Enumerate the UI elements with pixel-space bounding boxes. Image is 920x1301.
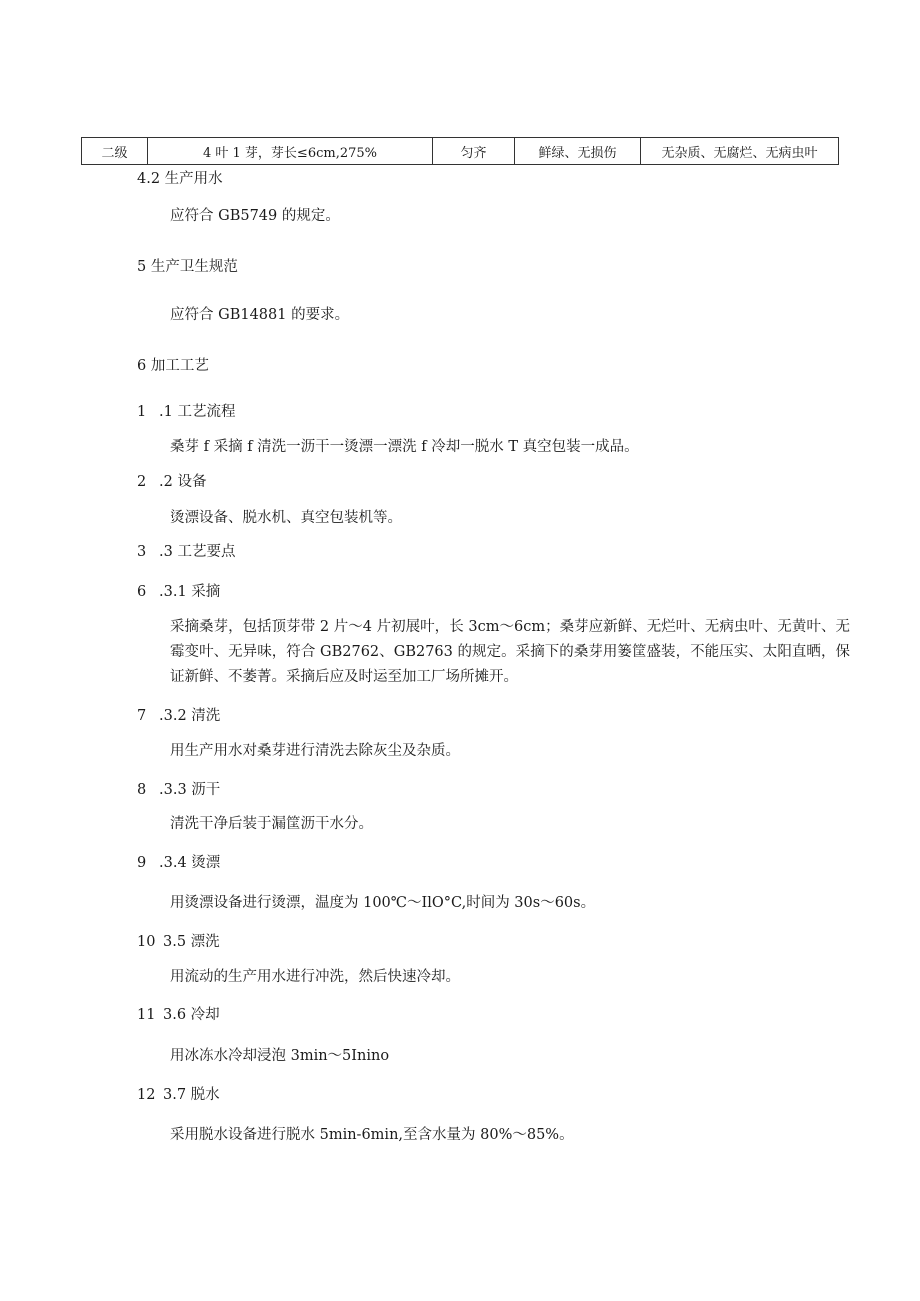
- body-6-3-6: 用冰冻水冷却浸泡 3min～5Inino: [170, 1048, 390, 1064]
- body-6-3-4: 用烫漂设备进行烫漂，温度为 100℃～IlO°C,时间为 30s～60s。: [170, 895, 596, 911]
- body-6-3-5: 用流动的生产用水进行冲洗，然后快速冷却。: [170, 969, 460, 985]
- heading-text: 3.6 冷却: [163, 1007, 220, 1023]
- body-6-3-7: 采用脱水设备进行脱水 5min-6min,至含水量为 80%～85%。: [170, 1127, 574, 1143]
- heading-6-3-2: [137, 706, 220, 726]
- heading-number: 3: [137, 544, 147, 560]
- body-6-3-1: 采摘桑芽，包括顶芽带 2 片～4 片初展叶，长 3cm～6cm；桑芽应新鲜、无烂叶、无病虫叶、无黄叶、无霉变叶、无异味，符合 GB2762、GB2763 的规定。采摘下的桑芽用篓筐盛装，不能压实、太阳直晒，保证新鲜、不萎菁。采摘后应及时运至加工厂场所摊开。: [170, 619, 850, 685]
- heading-text: .3.1 采摘: [159, 584, 221, 600]
- body-6-3-3: 清洗干净后装于漏筐沥干水分。: [170, 816, 373, 832]
- table-cell-grade: 二级: [82, 138, 148, 165]
- heading-text: .1 工艺流程: [159, 404, 236, 420]
- heading-number: 2: [137, 474, 147, 490]
- heading-6-3-5: [137, 932, 220, 952]
- heading-text: .3.3 沥干: [159, 782, 221, 798]
- heading-text: .2 设备: [159, 474, 207, 490]
- heading-4-2: 4.2 生产用水: [137, 171, 223, 187]
- body-4-2: 应符合 GB5749 的规定。: [170, 208, 340, 224]
- body-5: 应符合 GB14881 的要求。: [170, 307, 350, 323]
- body-6-2: 烫漂设备、脱水机、真空包装机等。: [170, 510, 402, 526]
- body-6-1: 桑芽 f 采摘 f 清洗一沥干一烫漂一漂洗 f 冷却一脱水 T 真空包装一成品。: [170, 439, 639, 455]
- heading-number: 12: [137, 1087, 156, 1103]
- heading-5: 5 生产卫生规范: [137, 259, 238, 275]
- table-row: [82, 138, 839, 165]
- table-cell-impurity: 无杂质、无腐烂、无病虫叶: [641, 138, 839, 165]
- heading-number: 7: [137, 708, 147, 724]
- heading-text: .3.2 清洗: [159, 708, 221, 724]
- heading-6-3: [137, 542, 235, 562]
- heading-6-1: [137, 402, 235, 422]
- heading-6-3-3: [137, 780, 220, 800]
- table-cell-uniformity: 匀齐: [433, 138, 515, 165]
- heading-6: 6 加工工艺: [137, 358, 209, 374]
- heading-number: 6: [137, 584, 147, 600]
- heading-text: .3.4 烫漂: [159, 855, 221, 871]
- heading-number: 10: [137, 934, 156, 950]
- heading-number: 9: [137, 855, 147, 871]
- body-6-3-2: 用生产用水对桑芽进行清洗去除灰尘及杂质。: [170, 743, 460, 759]
- heading-6-3-4: [137, 853, 220, 873]
- heading-number: 8: [137, 782, 147, 798]
- heading-6-3-7: [137, 1085, 220, 1105]
- heading-6-3-1: [137, 582, 220, 602]
- heading-text: 3.5 漂洗: [163, 934, 220, 950]
- heading-6-3-6: [137, 1005, 220, 1025]
- grade-table: [81, 137, 839, 165]
- heading-number: 1: [137, 404, 147, 420]
- heading-text: .3 工艺要点: [159, 544, 236, 560]
- heading-text: 3.7 脱水: [163, 1087, 220, 1103]
- table-cell-color: 鲜绿、无损伤: [515, 138, 641, 165]
- table-cell-spec: 4 叶 1 芽，芽长≤6cm,275%: [148, 138, 433, 165]
- heading-number: 11: [137, 1007, 156, 1023]
- heading-6-2: [137, 472, 206, 492]
